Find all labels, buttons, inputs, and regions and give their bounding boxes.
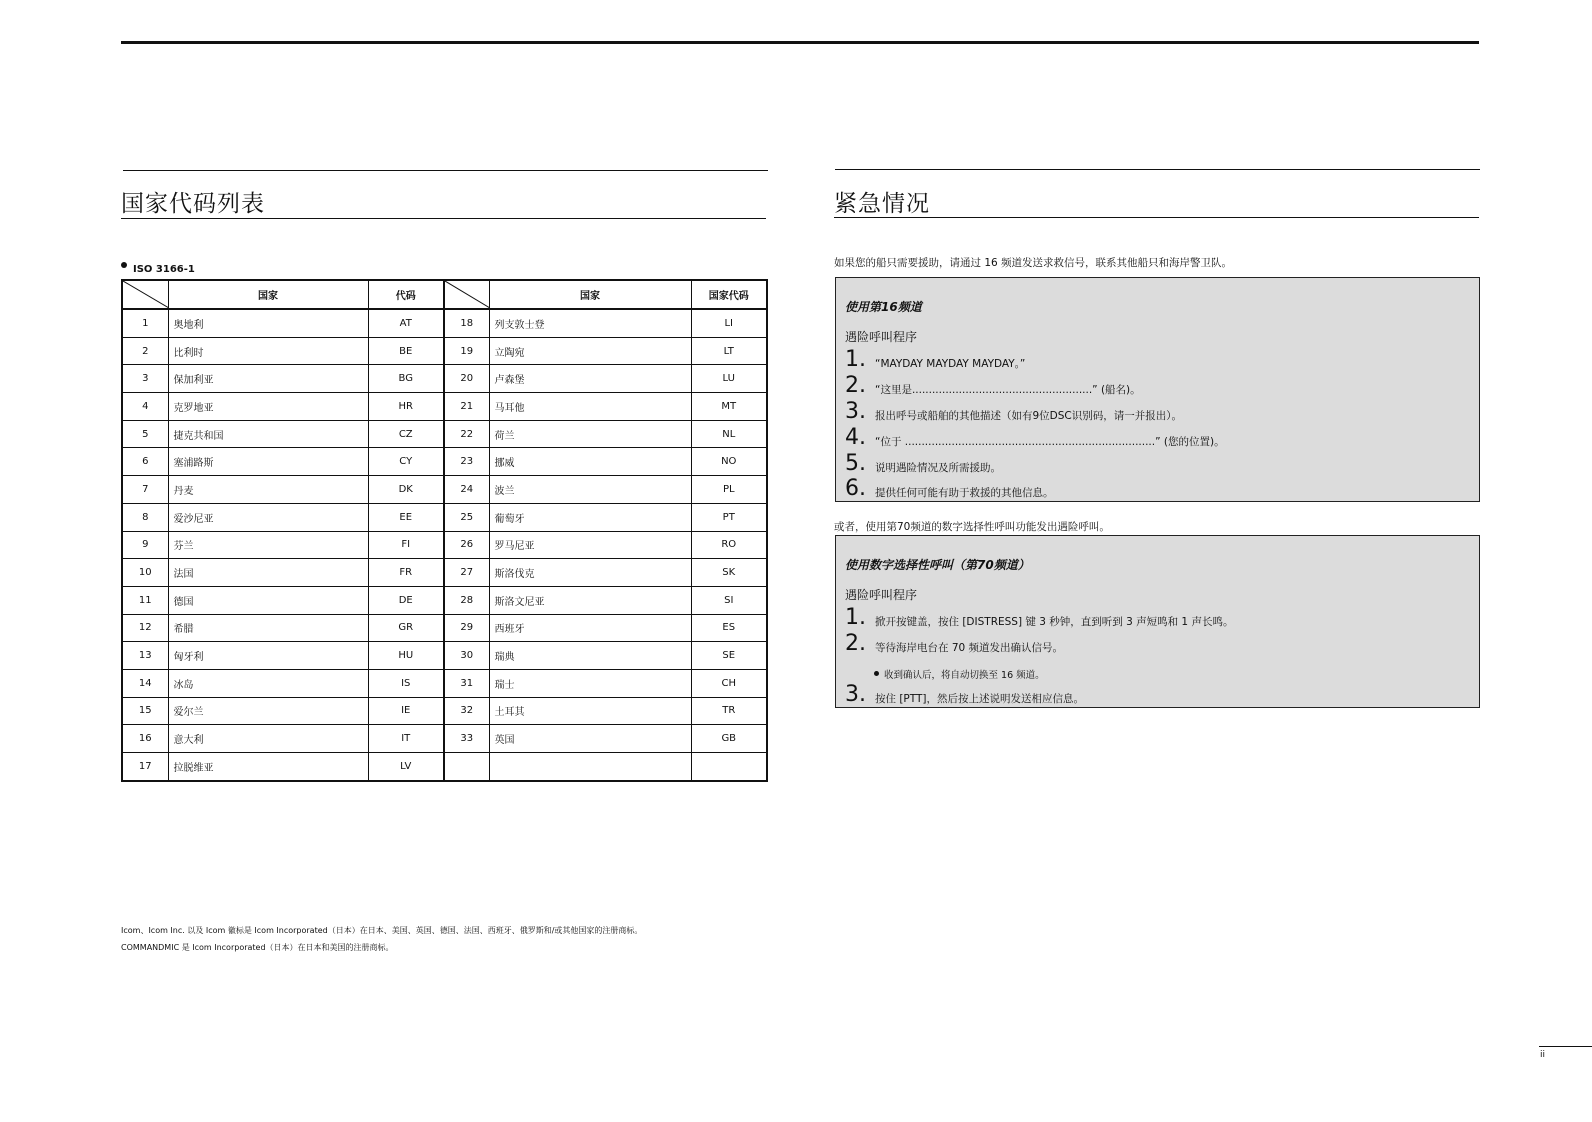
box1-title: 使用第16频道: [845, 300, 922, 314]
table-row: [122, 393, 767, 421]
row-number: 10: [122, 559, 168, 587]
row-number: 4: [122, 393, 168, 421]
row-number: 32: [444, 697, 489, 725]
bullet-icon: [121, 262, 127, 268]
country-code: LV: [368, 753, 444, 781]
country-name: [489, 753, 691, 781]
table-row: [122, 642, 767, 670]
country-name: 波兰: [489, 476, 691, 504]
country-code: GB: [691, 725, 767, 753]
table-row: [122, 420, 767, 448]
country-code: MT: [691, 393, 767, 421]
country-name: 意大利: [168, 725, 368, 753]
row-number: 8: [122, 503, 168, 531]
country-code: LT: [691, 337, 767, 365]
row-number: 26: [444, 531, 489, 559]
row-number: 21: [444, 393, 489, 421]
country-name: 冰岛: [168, 669, 368, 697]
country-code-table: [121, 279, 768, 782]
country-code: NO: [691, 448, 767, 476]
box1-subtitle: 遇险呼叫程序: [845, 330, 918, 344]
country-name: 法国: [168, 559, 368, 587]
country-code: FR: [368, 559, 444, 587]
row-number: 15: [122, 697, 168, 725]
row-number: 30: [444, 642, 489, 670]
country-name: 英国: [489, 725, 691, 753]
country-code: SI: [691, 586, 767, 614]
row-number: 1: [122, 309, 168, 337]
country-name: 希腊: [168, 614, 368, 642]
diagonal-line-icon: [445, 281, 489, 308]
country-code: DK: [368, 476, 444, 504]
country-code: IS: [368, 669, 444, 697]
country-name: 土耳其: [489, 697, 691, 725]
country-name: 列支敦士登: [489, 309, 691, 337]
row-number: 28: [444, 586, 489, 614]
table-row: [122, 365, 767, 393]
country-name: 比利时: [168, 337, 368, 365]
row-number: 17: [122, 753, 168, 781]
country-name: 匈牙利: [168, 642, 368, 670]
country-name: 爱尔兰: [168, 697, 368, 725]
country-name: 奥地利: [168, 309, 368, 337]
table-row: [122, 309, 767, 337]
country-name: 西班牙: [489, 614, 691, 642]
table-row: [122, 476, 767, 504]
country-code: EE: [368, 503, 444, 531]
row-number: 5: [122, 420, 168, 448]
country-name: 葡萄牙: [489, 503, 691, 531]
bullet-icon: [874, 671, 879, 676]
channel16-procedure-box: 使用第16频道 遇险呼叫程序 1. “MAYDAY MAYDAY MAYDAY。” 2. “这里是......................................................” (船名)。 3. 报出呼号或船舶的其他描述（如有9位DSC识别码，请一并报出）。 4. “位于 ...........................................................................” (您的位置)。 5. 说明遇险情况及所需援助。 6. 提供任何可能有助于救援的其他信息。: [835, 277, 1480, 502]
top-rule: [121, 41, 1479, 44]
box2-bullet-note: 收到确认后，将自动切换至 16 频道。: [874, 667, 1045, 681]
table-header-row: [122, 280, 767, 309]
footnote-trademark-1: Icom、Icom Inc. 以及 Icom 徽标是 Icom Incorporated（日本）在日本、美国、英国、德国、法国、西班牙、俄罗斯和/或其他国家的注册商标。: [121, 926, 643, 935]
row-number: 24: [444, 476, 489, 504]
footnote-trademark-2: COMMANDMIC 是 Icom Incorporated（日本）在日本和美国的注册商标。: [121, 943, 394, 952]
row-number: 25: [444, 503, 489, 531]
country-name: 瑞士: [489, 669, 691, 697]
left-section-rule: [123, 170, 768, 171]
header-diagonal-cell-2: [444, 280, 489, 309]
country-code: LU: [691, 365, 767, 393]
table-row: [122, 697, 767, 725]
box2-subtitle: 遇险呼叫程序: [845, 588, 918, 602]
country-code: IE: [368, 697, 444, 725]
country-name: 爱沙尼亚: [168, 503, 368, 531]
emergency-intro: 如果您的船只需要援助，请通过 16 频道发送求救信号，联系其他船只和海岸警卫队。: [834, 257, 1233, 269]
country-name: 罗马尼亚: [489, 531, 691, 559]
header-diagonal-cell: [122, 280, 168, 309]
country-name: 捷克共和国: [168, 420, 368, 448]
diagonal-line-icon: [123, 281, 168, 308]
country-name: 斯洛文尼亚: [489, 586, 691, 614]
row-number: 9: [122, 531, 168, 559]
box2-title: 使用数字选择性呼叫（第70频道）: [845, 558, 1030, 572]
table-row: [122, 503, 767, 531]
row-number: 23: [444, 448, 489, 476]
table-row: [122, 614, 767, 642]
left-page-title: 国家代码列表: [121, 191, 265, 217]
table-row: [122, 448, 767, 476]
table-row: [122, 337, 767, 365]
right-page-title: 紧急情况: [834, 191, 930, 217]
table-row: [122, 725, 767, 753]
country-code: FI: [368, 531, 444, 559]
row-number: 6: [122, 448, 168, 476]
row-number: 19: [444, 337, 489, 365]
country-code: [691, 753, 767, 781]
header-country: 国家: [168, 280, 368, 309]
row-number: 7: [122, 476, 168, 504]
table-row: [122, 559, 767, 587]
country-code: ES: [691, 614, 767, 642]
country-code: SE: [691, 642, 767, 670]
country-name: 瑞典: [489, 642, 691, 670]
row-number: 11: [122, 586, 168, 614]
country-name: 马耳他: [489, 393, 691, 421]
country-code: PT: [691, 503, 767, 531]
row-number: 20: [444, 365, 489, 393]
country-code: PL: [691, 476, 767, 504]
right-title-underline: [834, 217, 1479, 218]
country-code: HR: [368, 393, 444, 421]
iso-label: ISO 3166-1: [121, 262, 195, 275]
header-code: 代码: [368, 280, 444, 309]
country-name: 芬兰: [168, 531, 368, 559]
row-number: 16: [122, 725, 168, 753]
left-title-underline: [121, 218, 766, 219]
country-code: GR: [368, 614, 444, 642]
country-code: NL: [691, 420, 767, 448]
row-number: 14: [122, 669, 168, 697]
row-number: 12: [122, 614, 168, 642]
country-code: TR: [691, 697, 767, 725]
row-number: 2: [122, 337, 168, 365]
country-name: 塞浦路斯: [168, 448, 368, 476]
country-name: 克罗地亚: [168, 393, 368, 421]
table-row: [122, 753, 767, 781]
dsc-alternative-text: 或者，使用第70频道的数字选择性呼叫功能发出遇险呼叫。: [834, 521, 1110, 533]
country-code: SK: [691, 559, 767, 587]
country-code: CH: [691, 669, 767, 697]
country-code: AT: [368, 309, 444, 337]
country-name: 德国: [168, 586, 368, 614]
country-code: LI: [691, 309, 767, 337]
country-code: CZ: [368, 420, 444, 448]
country-name: 丹麦: [168, 476, 368, 504]
country-code: DE: [368, 586, 444, 614]
row-number: 33: [444, 725, 489, 753]
row-number: 3: [122, 365, 168, 393]
country-code: CY: [368, 448, 444, 476]
country-code: RO: [691, 531, 767, 559]
country-code: IT: [368, 725, 444, 753]
table-row: [122, 586, 767, 614]
country-name: 保加利亚: [168, 365, 368, 393]
row-number: [444, 753, 489, 781]
row-number: 27: [444, 559, 489, 587]
page-number: ii: [1540, 1050, 1546, 1060]
country-name: 斯洛伐克: [489, 559, 691, 587]
country-name: 立陶宛: [489, 337, 691, 365]
table-row: [122, 669, 767, 697]
row-number: 13: [122, 642, 168, 670]
row-number: 22: [444, 420, 489, 448]
country-name: 荷兰: [489, 420, 691, 448]
country-code: HU: [368, 642, 444, 670]
header-country-2: 国家: [489, 280, 691, 309]
country-code: BG: [368, 365, 444, 393]
row-number: 31: [444, 669, 489, 697]
row-number: 29: [444, 614, 489, 642]
header-code-2: 国家代码: [691, 280, 767, 309]
country-name: 挪威: [489, 448, 691, 476]
page-number-rule: [1539, 1046, 1592, 1047]
row-number: 18: [444, 309, 489, 337]
country-name: 卢森堡: [489, 365, 691, 393]
country-name: 拉脱维亚: [168, 753, 368, 781]
country-code: BE: [368, 337, 444, 365]
dsc-procedure-box: 使用数字选择性呼叫（第70频道） 遇险呼叫程序 1. 掀开按键盖，按住 [DISTRESS] 键 3 秒钟，直到听到 3 声短鸣和 1 声长鸣。 2. 等待海岸电台在 70 频道发出确认信号。 收到确认后，将自动切换至 16 频道。 3. 按住 [PTT]，然后按上述说明发送相应信息。: [835, 535, 1480, 708]
table-row: [122, 531, 767, 559]
right-section-rule: [835, 169, 1480, 170]
